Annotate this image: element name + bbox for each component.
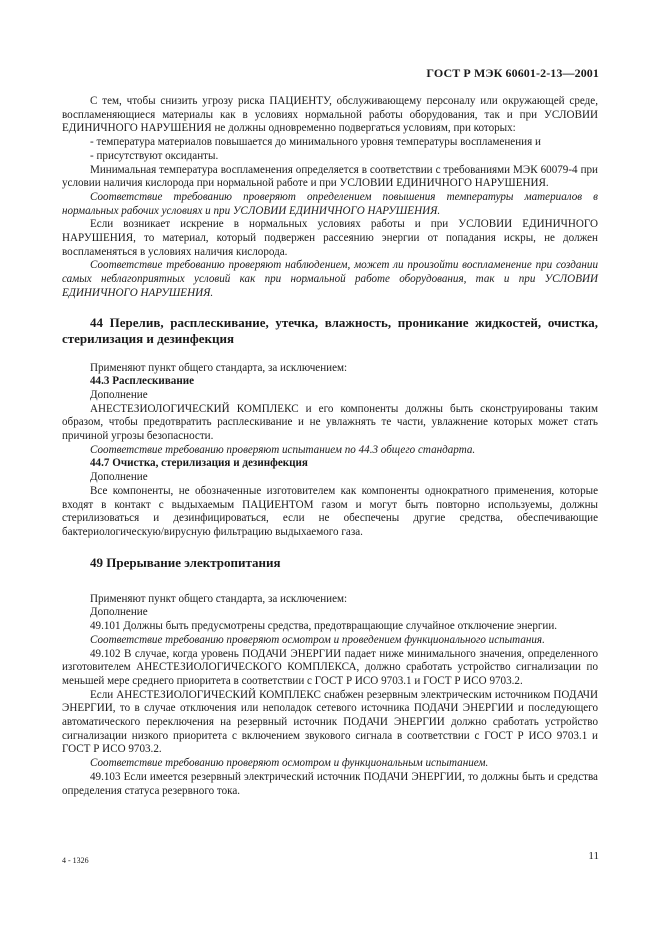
paragraph: С тем, чтобы снизить угрозу риска ПАЦИЕНТУ, обслуживающему персоналу или окружающей среде, воспламеняющиеся материалы как в условиях нормальной работы оборудования, так и при УСЛОВИИ ЕДИНИЧНОГО НАРУШЕНИЯ не должны одновременно подвергаться условиям, при которых: bbox=[62, 95, 598, 135]
section-heading-44: 44 Перелив, расплескивание, утечка, влажность, проникание жидкостей, очистка, стерилизация и дезинфекция bbox=[62, 314, 598, 346]
document-header: ГОСТ Р МЭК 60601-2-13—2001 bbox=[426, 66, 599, 80]
section-heading-49: 49 Прерывание электропитания bbox=[90, 554, 281, 570]
paragraph: Минимальная температура воспламенения определяется в соответствии с требованиями МЭК 60079-4 при условии наличия кислорода при нормальной работе и при УСЛОВИИ ЕДИНИЧНОГО НАРУШЕНИЯ. bbox=[62, 163, 598, 190]
print-code: 4 - 1326 bbox=[62, 856, 89, 865]
compliance-note: Соответствие требованию проверяют осмотром и функциональным испытанием. bbox=[90, 757, 489, 770]
list-item: - температура материалов повышается до минимального уровня температуры воспламенения и bbox=[90, 136, 541, 149]
compliance-note: Соответствие требованию проверяют наблюдением, может ли произойти воспламенение при создании самых неблагоприятных условий как при нормальной работе оборудования, так и при УСЛОВИИ ЕДИНИЧНОГО НАРУШЕНИЯ. bbox=[62, 259, 598, 299]
clause-49-102: 49.102 В случае, когда уровень ПОДАЧИ ЭНЕРГИИ падает ниже минимального значения, определенного изготовителем АНЕСТЕЗИОЛОГИЧЕСКОГО КОМПЛЕКСА, должно сработать устройство сигнализации по меньшей мере среднего приоритета в соответствии с ГОСТ Р ИСО 9703.1 и ГОСТ Р ИСО 9703.2. bbox=[62, 647, 598, 687]
amendment-label: Дополнение bbox=[90, 606, 148, 619]
section-intro: Применяют пункт общего стандарта, за исключением: bbox=[90, 592, 348, 605]
paragraph: АНЕСТЕЗИОЛОГИЧЕСКИЙ КОМПЛЕКС и его компоненты должны быть сконструированы таким образом, чтобы предотвратить расплескивание и не увлажнять те части, увлажнение которых может стать причиной угрозы безопасности. bbox=[62, 402, 598, 443]
paragraph: Все компоненты, не обозначенные изготовителем как компоненты однократного применения, которые входят в контакт с выдыхаемым ПАЦИЕНТОМ газом и могут быть повторно используемы, должны стерилизоваться и дезинфицироваться, если не обеспечены другие средства, обеспечивающие бактериологическую/вирусную фильтрацию выдыхаемого газа. bbox=[62, 484, 598, 538]
page-number: 11 bbox=[588, 850, 599, 862]
paragraph: Если АНЕСТЕЗИОЛОГИЧЕСКИЙ КОМПЛЕКС снабжен резервным электрическим источником ПОДАЧИ ЭНЕРГИИ, то в случае отключения или неполадок сетевого источника ПОДАЧИ ЭНЕРГИИ и последующего автоматического переключения на резервный источник ПОДАЧИ ЭНЕРГИИ должно сработать устройство сигнализации низкого приоритета с включением звукового сигнала в соответствии с ГОСТ Р ИСО 9703.1 и ГОСТ Р ИСО 9703.2. bbox=[62, 688, 598, 756]
compliance-note: Соответствие требованию проверяют определением повышения температуры материалов в нормальных рабочих условиях и при УСЛОВИИ ЕДИНИЧНОГО НАРУШЕНИЯ. bbox=[62, 190, 598, 217]
subsection-title: 44.3 Расплескивание bbox=[90, 375, 195, 388]
amendment-label: Дополнение bbox=[90, 471, 148, 484]
amendment-label: Дополнение bbox=[90, 388, 148, 401]
compliance-note: Соответствие требованию проверяют осмотром и проведением функционального испытания. bbox=[90, 633, 545, 646]
page-content bbox=[62, 95, 598, 798]
paragraph: Если возникает искрение в нормальных условиях работы и при УСЛОВИИ ЕДИНИЧНОГО НАРУШЕНИЯ, то материал, который подвержен рассеянию энергии от попадания искры, не должен воспламеняться в условиях наличия кислорода. bbox=[62, 218, 598, 258]
list-item: - присутствуют оксиданты. bbox=[90, 149, 219, 162]
clause-49-103: 49.103 Если имеется резервный электрический источник ПОДАЧИ ЭНЕРГИИ, то должны быть и средства определения статуса резервного тока. bbox=[62, 770, 598, 797]
clause-49-101: 49.101 Должны быть предусмотрены средства, предотвращающие случайное отключение энергии. bbox=[90, 620, 558, 633]
section-intro: Применяют пункт общего стандарта, за исключением: bbox=[90, 361, 348, 374]
subsection-title: 44.7 Очистка, стерилизация и дезинфекция bbox=[90, 457, 308, 470]
compliance-note: Соответствие требованию проверяют испытанием по 44.3 общего стандарта. bbox=[90, 443, 476, 456]
